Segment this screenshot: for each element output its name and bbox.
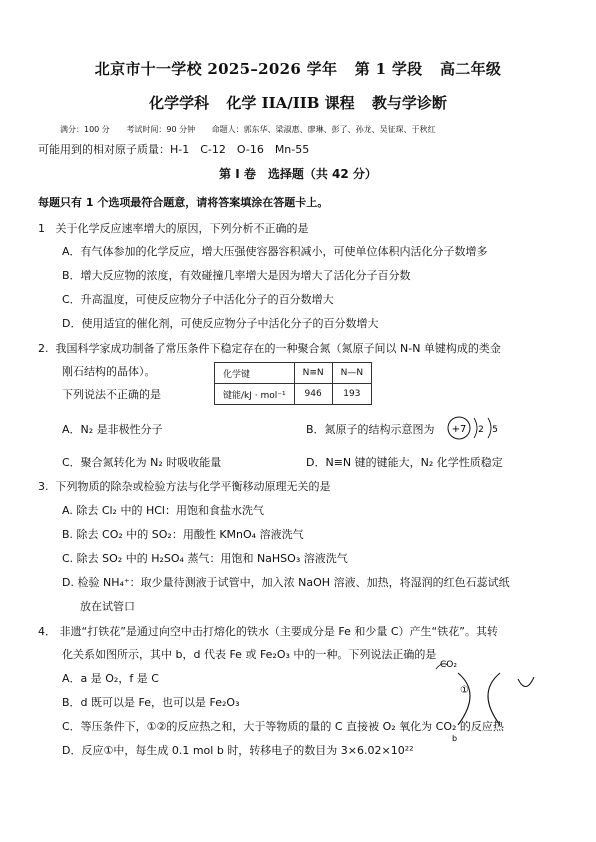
atomic-masses: 可能用到的相对原子质量：H-1 C-12 O-16 Mn-55 xyxy=(38,143,310,156)
subject: 化学学科 xyxy=(149,94,210,112)
full-score: 满分：100 分 xyxy=(60,125,110,134)
q4-option-b: B．d 既可以是 Fe，也可以是 Fe₂O₃ xyxy=(62,696,240,709)
school-year: 北京市十一学校 2025–2026 学年 xyxy=(94,60,338,78)
diagram-step-label: ① xyxy=(460,685,469,696)
shell-electrons-2: 5 xyxy=(492,425,498,435)
q3-option-a: A. 除去 Cl₂ 中的 HCl：用饱和食盐水洗气 xyxy=(62,504,264,517)
table-row xyxy=(215,384,372,405)
q2-stem-line2: 刚石结构的晶体）。 xyxy=(62,365,156,378)
q4-option-c: C．等压条件下，①②的反应热之和，大于等物质的量的 C 直接被 O₂ 氧化为 CO₂ 的反应热 xyxy=(62,720,504,733)
q1-stem-text: 关于化学反应速率增大的原因，下列分析不正确的是 xyxy=(55,222,309,235)
q3-stem xyxy=(38,478,331,494)
exam-title-line2 xyxy=(0,92,596,113)
q2-number: 2. xyxy=(38,342,49,355)
section-title: 第 I 卷 选择题（共 42 分） xyxy=(219,167,377,181)
authors: 命题人：郭东华、梁淑惠、廖琳、彭了、孙龙、吴征琛、于秋红 xyxy=(211,125,436,134)
shell-arc-2 xyxy=(488,418,491,438)
q2-stem-line3: 下列说法不正确的是 xyxy=(62,388,161,401)
table-header-single: N—N xyxy=(332,363,371,384)
exam-title-line1 xyxy=(0,58,596,79)
table-header-triple: N≡N xyxy=(294,363,332,384)
table-cell-triple: 946 xyxy=(294,384,332,405)
q1-option-a: A．有气体参加的化学反应，增大压强使容器容积减小，可使单位体积内活化分子数增多 xyxy=(62,245,488,258)
nucleus-charge: +7 xyxy=(451,424,467,435)
course: 化学 IIA/IIB 课程 xyxy=(226,94,355,112)
exam-type: 教与学诊断 xyxy=(371,94,447,112)
q4-option-a: A．a 是 O₂，f 是 C xyxy=(62,672,159,685)
table-cell-single: 193 xyxy=(332,384,371,405)
table-row xyxy=(215,363,372,384)
nitrogen-atom-diagram xyxy=(446,413,510,443)
q2-option-c: C．聚合氮转化为 N₂ 时吸收能量 xyxy=(62,456,222,469)
instruction: 每题只有 1 个选项最符合题意，请将答案填涂在答题卡上。 xyxy=(38,196,329,209)
q1-number: 1 xyxy=(38,222,45,235)
grade: 高二年级 xyxy=(440,60,502,78)
q4-number: 4． xyxy=(38,625,56,638)
q2-option-a: A．N₂ 是非极性分子 xyxy=(62,423,163,436)
term: 第 1 学段 xyxy=(354,60,423,78)
q2-option-d: D．N≡N 键的键能大，N₂ 化学性质稳定 xyxy=(306,456,503,469)
bond-energy-table xyxy=(214,362,372,405)
table-header-bond: 化学键 xyxy=(215,363,295,384)
q3-option-b: B. 除去 CO₂ 中的 SO₂：用酸性 KMnO₄ 溶液洗气 xyxy=(62,528,304,541)
q2-option-b: B．氮原子的结构示意图为 xyxy=(306,423,435,436)
q4-stem-line2: 化关系如图所示，其中 b，d 代表 Fe 或 Fe₂O₃ 中的一种。下列说法正确的是 xyxy=(62,648,437,661)
q3-option-d-line2: 放在试管口 xyxy=(80,600,135,613)
q1-option-b: B．增大反应物的浓度，有效碰撞几率增大是因为增大了活化分子百分数 xyxy=(62,269,411,282)
q3-option-d-line1: D. 检验 NH₄⁺：取少量待测液于试管中，加入浓 NaOH 溶液、加热，将湿润的红色石蕊试纸 xyxy=(62,576,510,589)
q2-stem-text1: 我国科学家成功制备了常压条件下稳定存在的一种聚合氮（氮原子间以 N-N 单键构成的类金 xyxy=(55,342,501,355)
exam-time: 考试时间：90 分钟 xyxy=(126,125,196,134)
exam-meta xyxy=(60,124,560,135)
q3-stem-text: 下列物质的除杂或检验方法与化学平衡移动原理无关的是 xyxy=(55,480,331,493)
shell-arc-1 xyxy=(474,418,477,438)
q4-stem-text1: 非遗“打铁花”是通过向空中击打熔化的铁水（主要成分是 Fe 和少量 C）产生“铁花”。其转 xyxy=(59,625,498,638)
table-cell-unit: 键能/kJ · mol⁻¹ xyxy=(215,384,295,405)
diagram-co2-label: CO₂ xyxy=(440,660,457,670)
q1-option-d: D．使用适宜的催化剂，可使反应物分子中活化分子的百分数增大 xyxy=(62,317,379,330)
q1-option-c: C．升高温度，可使反应物分子中活化分子的百分数增大 xyxy=(62,293,334,306)
q3-option-c: C. 除去 SO₂ 中的 H₂SO₄ 蒸气：用饱和 NaHSO₃ 溶液洗气 xyxy=(62,552,348,565)
small-arc xyxy=(518,677,534,687)
shell-electrons-1: 2 xyxy=(478,425,484,435)
diagram-b-label: b xyxy=(452,734,458,743)
q3-number: 3. xyxy=(38,480,49,493)
q4-option-d: D．反应①中，每生成 0.1 mol b 时，转移电子的数目为 3×6.02×10²² xyxy=(62,744,414,757)
q1-stem xyxy=(38,220,309,236)
q2-stem-line1 xyxy=(38,340,501,356)
q4-stem-line1 xyxy=(38,623,498,639)
